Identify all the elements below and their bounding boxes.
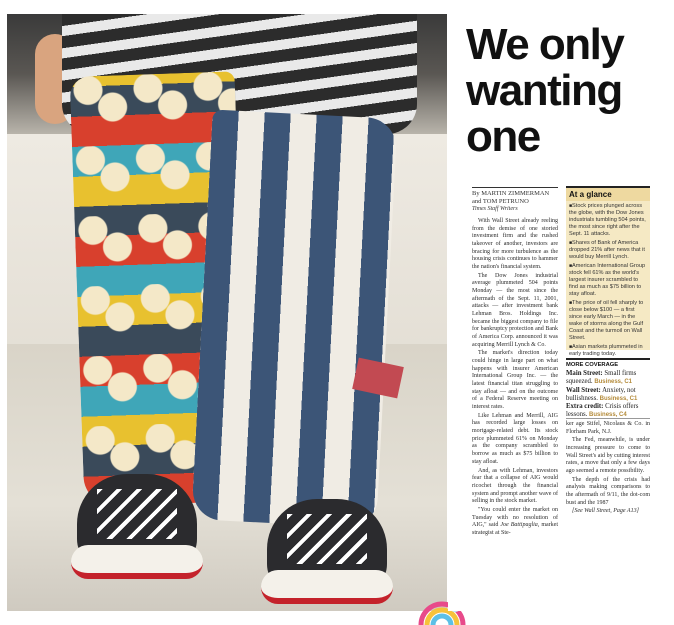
left-sneaker bbox=[77, 474, 197, 569]
article-continuation bbox=[566, 418, 650, 521]
coverage-item-ref: Business, C1 bbox=[599, 395, 638, 402]
coverage-item-head: Extra credit: bbox=[566, 403, 604, 411]
right-sneaker bbox=[267, 499, 387, 594]
newspaper-page bbox=[448, 0, 674, 611]
byline-staff: Times Staff Writers bbox=[472, 206, 518, 213]
coverage-item bbox=[566, 370, 650, 386]
jump-line: [See Wall Street, Page A13] bbox=[572, 508, 639, 515]
shoelaces bbox=[97, 489, 177, 539]
coverage-item-text: Small firms squeezed. bbox=[566, 370, 637, 385]
article-paragraph: The Dow Jones industrial average plummeted 504 points Monday — the most since the aftermath of the Sept. 11, 2001, attacks — after investment bank Lehman Bros. Holdings Inc. became the biggest company to file for bankruptcy protection and Bank of America Corp. announced it was acquiring Merrill Lynch & Co. bbox=[472, 272, 558, 348]
article-paragraph: And, as with Lehman, investors fear that a collapse of AIG would ricochet through the financial system and prompt another wave of selling in the stock market. bbox=[472, 467, 558, 505]
byline bbox=[472, 187, 558, 214]
at-a-glance-box bbox=[566, 186, 650, 357]
newspaper-print-pant-leg bbox=[191, 109, 397, 528]
glance-item: ■ Asian markets plummeted in early trading today. bbox=[569, 344, 647, 358]
coverage-item-text: Anxiety, not bullishness. bbox=[566, 386, 636, 402]
headline: We only wanting one bbox=[466, 20, 624, 161]
article-body bbox=[472, 218, 558, 536]
glance-item: ■ Stock prices plunged across the globe, with the Dow Jones industrials tumbling 504 points, the most since right after the Sept. 11 attacks. bbox=[569, 203, 647, 238]
article-paragraph: With Wall Street already reeling from the demise of one storied investment firm and the rushed takeover of another, investors are bracing for more turbulence as the housing crisis continues to hammer the nation's financial system. bbox=[472, 218, 558, 271]
quote-text: "You could enter the market on Tuesday with no resolution of AIG," said bbox=[472, 506, 558, 529]
glance-item: ■ American International Group stock fell 61% as the world's largest insurer scrambled to find as much as $75 billion to stay afloat. bbox=[569, 263, 647, 298]
glance-list bbox=[566, 203, 650, 358]
shoelaces bbox=[287, 514, 367, 564]
article-paragraph: The Fed, meanwhile, is under increasing pressure to come to Wall Street's aid by cutting interest rates, a move that only a few days ago seemed a remote possibility. bbox=[566, 437, 650, 475]
coverage-item-head: Wall Street: bbox=[566, 386, 601, 394]
coverage-item-ref: Business, C1 bbox=[594, 378, 632, 385]
coverage-item-text: Crisis offers lessons. bbox=[566, 403, 639, 419]
byline-authors: By MARTIN ZIMMERMAN and TOM PETRUNO bbox=[472, 190, 550, 206]
article-paragraph: The market's direction today could hinge in large part on what happens with insurer American International Group Inc. — the latest financial titan struggling to stay afloat — and on the outcome of a Federal Reserve meeting on interest rates. bbox=[472, 350, 558, 411]
article-paragraph bbox=[472, 507, 558, 538]
coverage-item-head: Main Street: bbox=[566, 370, 603, 377]
glance-item: ■ Shares of Bank of America dropped 21% after news that it would buy Merrill Lynch. bbox=[569, 240, 647, 261]
article-paragraph: Like Lehman and Merrill, AIG has recorded large losses on mortgage-related debt. Its stock price plummeted 61% on Monday as the company scrambled to borrow as much as $75 billion to stay afloat. bbox=[472, 412, 558, 465]
more-coverage-box bbox=[566, 358, 650, 420]
article-paragraph: The depth of the crisis had analysts making comparisons to the aftermath of 9/11, the dot-com bust and the 1987 bbox=[566, 476, 650, 506]
coverage-item bbox=[566, 403, 650, 419]
coverage-item bbox=[566, 387, 650, 403]
quote-text-end: , market strategist at Ste- bbox=[472, 522, 558, 536]
quoted-person: Joe Battipaglia bbox=[500, 522, 538, 529]
product-photo bbox=[7, 14, 447, 611]
glance-item: ■ The price of oil fell sharply to close below $100 — a first since early March — in the wake of storms along the Gulf Coast and the turmoil on Wall Street. bbox=[569, 300, 647, 342]
coverage-title: MORE COVERAGE bbox=[566, 362, 619, 368]
coverage-item-ref: Business, C4 bbox=[589, 412, 627, 419]
glance-title: At a glance bbox=[566, 188, 650, 201]
article-paragraph: ker age Stifel, Nicolaus & Co. in Florham Park, N.J. bbox=[566, 421, 650, 435]
